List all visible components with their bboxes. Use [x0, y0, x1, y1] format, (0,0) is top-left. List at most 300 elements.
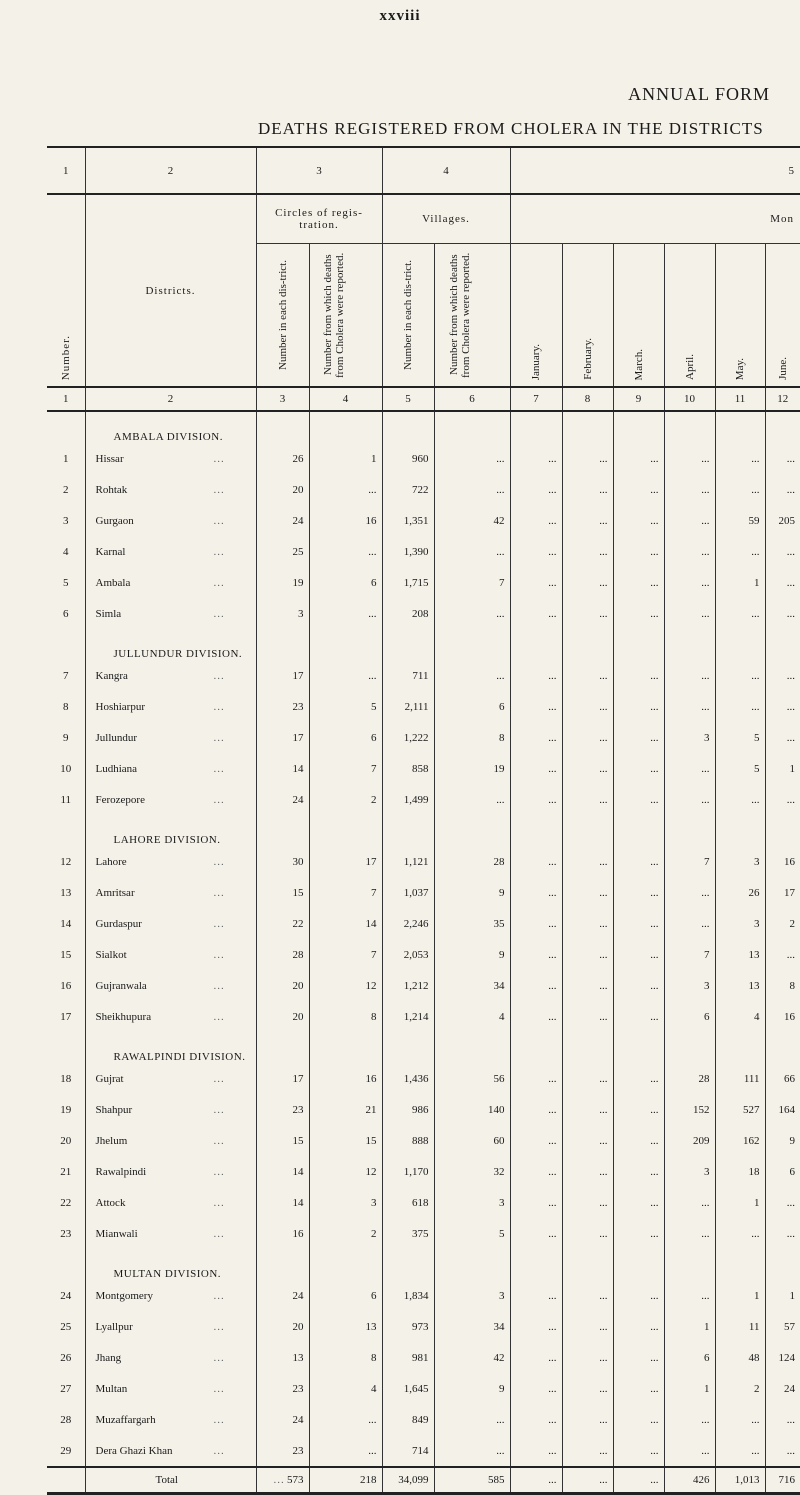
- district-name: Ludhiana: [95, 762, 138, 775]
- row-number: 11: [60, 793, 72, 806]
- cell-c3: 23: [256, 1094, 309, 1125]
- table-row: [47, 753, 800, 784]
- district-name: Shahpur: [95, 1103, 133, 1116]
- cell-jun: 16: [765, 1001, 800, 1032]
- cell-c5: 1,645: [382, 1373, 434, 1404]
- cell-c6: 32: [434, 1156, 510, 1187]
- cell-jan: ...: [510, 1373, 562, 1404]
- district-name: Gujrat: [95, 1072, 124, 1085]
- division-cell: [85, 411, 256, 443]
- cell-c6: ...: [434, 536, 510, 567]
- table-row: [47, 1218, 800, 1249]
- division-blank-cell: [309, 815, 382, 846]
- division-blank-cell: [613, 1032, 664, 1063]
- cell-mar: ...: [613, 1156, 664, 1187]
- cell-jun: ...: [765, 1187, 800, 1218]
- cell-c5: 1,214: [382, 1001, 434, 1032]
- cell-c4: 6: [309, 1280, 382, 1311]
- villages-deaths-header: Number from which deaths from Cholera were reported.: [448, 252, 472, 378]
- total-cell: 1,013: [715, 1467, 765, 1494]
- colnum-top: 4: [382, 147, 510, 194]
- row-number: 8: [63, 700, 69, 713]
- row-number: 27: [60, 1382, 72, 1395]
- cell-may: ...: [715, 1218, 765, 1249]
- cell-c3: 20: [256, 970, 309, 1001]
- cell-c6: ...: [434, 1435, 510, 1467]
- district-name: Amritsar: [95, 886, 135, 899]
- division-blank-cell: [434, 1032, 510, 1063]
- total-cell: 34,099: [382, 1467, 434, 1494]
- table-row: [47, 474, 800, 505]
- district-name: Sheikhupura: [95, 1010, 152, 1023]
- division-blank-cell: [309, 1249, 382, 1280]
- cell-mar: ...: [613, 1404, 664, 1435]
- table-row: [47, 1094, 800, 1125]
- cell-feb: ...: [562, 1311, 613, 1342]
- leader-dots: ...: [213, 948, 225, 961]
- total-cell: 716: [765, 1467, 800, 1494]
- district-cell: [85, 1435, 256, 1467]
- division-blank-cell: [562, 815, 613, 846]
- row-number: 21: [60, 1165, 72, 1178]
- month-header-april: April.: [683, 354, 696, 380]
- cell-c4: 16: [309, 505, 382, 536]
- district-name: Muzaffargarh: [95, 1413, 156, 1426]
- cell-c4: ...: [309, 1404, 382, 1435]
- total-cell: ...: [562, 1467, 613, 1494]
- row-number: 13: [60, 886, 72, 899]
- row-number: 6: [63, 607, 69, 620]
- row-number: 4: [63, 545, 69, 558]
- cell-c4: 7: [309, 753, 382, 784]
- cell-c4: 16: [309, 1063, 382, 1094]
- division-blank-cell: [434, 815, 510, 846]
- colnum: 10: [664, 387, 715, 411]
- division-blank-cell: [765, 629, 800, 660]
- cell-mar: ...: [613, 1094, 664, 1125]
- district-cell: [85, 474, 256, 505]
- cell-may: 48: [715, 1342, 765, 1373]
- cell-jan: ...: [510, 598, 562, 629]
- cell-c4: 6: [309, 722, 382, 753]
- cell-jan: ...: [510, 1218, 562, 1249]
- cell-apr: ...: [664, 505, 715, 536]
- cholera-deaths-table-container: [47, 146, 800, 1495]
- cell-c5: 1,170: [382, 1156, 434, 1187]
- district-name: Montgomery: [95, 1289, 153, 1302]
- cell-jun: 24: [765, 1373, 800, 1404]
- leader-dots: ...: [213, 1413, 225, 1426]
- cell-c3: 16: [256, 1218, 309, 1249]
- cell-feb: ...: [562, 474, 613, 505]
- leader-dots: ...: [213, 886, 225, 899]
- cell-jun: 1: [765, 1280, 800, 1311]
- division-cell: [85, 1249, 256, 1280]
- division-blank-cell: [664, 1249, 715, 1280]
- division-blank-cell: [256, 411, 309, 443]
- table-row: [47, 939, 800, 970]
- cell-feb: ...: [562, 1156, 613, 1187]
- cell-feb: ...: [562, 722, 613, 753]
- cell-apr: ...: [664, 536, 715, 567]
- table-row: [47, 784, 800, 815]
- cell-c3: 23: [256, 691, 309, 722]
- colnum: 6: [434, 387, 510, 411]
- leader-dots: ...: [213, 917, 225, 930]
- cell-c6: 28: [434, 846, 510, 877]
- cell-c4: 14: [309, 908, 382, 939]
- cell-may: 1: [715, 1187, 765, 1218]
- cell-jan: ...: [510, 753, 562, 784]
- table-row: [47, 908, 800, 939]
- row-number: 29: [60, 1444, 72, 1457]
- leader-dots: ...: [213, 669, 225, 682]
- cell-apr: ...: [664, 474, 715, 505]
- cell-c6: 6: [434, 691, 510, 722]
- cell-jan: ...: [510, 691, 562, 722]
- division-blank-cell: [382, 815, 434, 846]
- cell-apr: ...: [664, 567, 715, 598]
- table-row: [47, 567, 800, 598]
- cell-c3: 17: [256, 1063, 309, 1094]
- cell-apr: ...: [664, 1218, 715, 1249]
- cell-c5: 2,246: [382, 908, 434, 939]
- colnum: 12: [765, 387, 800, 411]
- cell-c4: 5: [309, 691, 382, 722]
- cell-feb: ...: [562, 691, 613, 722]
- cell-c5: 714: [382, 1435, 434, 1467]
- leader-dots: ...: [213, 1444, 225, 1457]
- cell-may: 13: [715, 939, 765, 970]
- cell-jan: ...: [510, 877, 562, 908]
- cell-mar: ...: [613, 691, 664, 722]
- leader-dots: ...: [213, 1196, 225, 1209]
- district-name: Sialkot: [95, 948, 127, 961]
- cell-c6: 8: [434, 722, 510, 753]
- cell-c4: 15: [309, 1125, 382, 1156]
- cell-may: 26: [715, 877, 765, 908]
- cell-apr: ...: [664, 1280, 715, 1311]
- total-cell: 585: [434, 1467, 510, 1494]
- total-leader-dots: ...: [273, 1474, 285, 1486]
- table-row: [47, 505, 800, 536]
- cell-jan: ...: [510, 660, 562, 691]
- cell-feb: ...: [562, 1125, 613, 1156]
- cell-c4: 4: [309, 1373, 382, 1404]
- leader-dots: ...: [213, 1320, 225, 1333]
- division-blank-cell: [765, 1032, 800, 1063]
- cell-may: 3: [715, 846, 765, 877]
- cell-c5: 618: [382, 1187, 434, 1218]
- villages-group-header: Villages.: [382, 194, 510, 244]
- district-cell: [85, 1125, 256, 1156]
- district-cell: [85, 1404, 256, 1435]
- row-number: 7: [63, 669, 69, 682]
- cell-may: ...: [715, 598, 765, 629]
- table-row: [47, 691, 800, 722]
- district-cell: [85, 1342, 256, 1373]
- cell-mar: ...: [613, 1280, 664, 1311]
- cell-apr: 209: [664, 1125, 715, 1156]
- cell-jun: ...: [765, 1404, 800, 1435]
- division-blank-cell: [434, 1249, 510, 1280]
- cell-c6: 9: [434, 939, 510, 970]
- district-cell: [85, 1094, 256, 1125]
- cell-mar: ...: [613, 1187, 664, 1218]
- colnum-top: 3: [256, 147, 382, 194]
- cell-may: 1: [715, 567, 765, 598]
- cell-may: 2: [715, 1373, 765, 1404]
- division-blank-cell: [434, 411, 510, 443]
- table-row: [47, 970, 800, 1001]
- cell-apr: 7: [664, 939, 715, 970]
- district-name: Kangra: [95, 669, 128, 682]
- table-row: [47, 1373, 800, 1404]
- cell-feb: ...: [562, 1404, 613, 1435]
- division-blank-cell: [382, 1249, 434, 1280]
- division-blank-cell: [613, 411, 664, 443]
- cell-may: 18: [715, 1156, 765, 1187]
- division-spacer: [47, 1032, 85, 1063]
- cell-may: 162: [715, 1125, 765, 1156]
- total-cell: 218: [309, 1467, 382, 1494]
- cell-mar: ...: [613, 1435, 664, 1467]
- cell-apr: 7: [664, 846, 715, 877]
- colnum: 1: [47, 387, 85, 411]
- table-row: [47, 722, 800, 753]
- leader-dots: ...: [213, 855, 225, 868]
- cell-mar: ...: [613, 598, 664, 629]
- district-cell: [85, 536, 256, 567]
- cell-jun: 205: [765, 505, 800, 536]
- district-cell: [85, 1156, 256, 1187]
- colnum: 11: [715, 387, 765, 411]
- cell-c6: 56: [434, 1063, 510, 1094]
- leader-dots: ...: [213, 700, 225, 713]
- cell-feb: ...: [562, 784, 613, 815]
- division-spacer: [47, 629, 85, 660]
- cell-may: ...: [715, 660, 765, 691]
- form-title: ANNUAL FORM: [628, 84, 770, 104]
- cell-jun: 16: [765, 846, 800, 877]
- row-number: 20: [60, 1134, 72, 1147]
- district-cell: [85, 505, 256, 536]
- cell-mar: ...: [613, 1063, 664, 1094]
- row-number: 3: [63, 514, 69, 527]
- district-cell: [85, 443, 256, 474]
- cell-feb: ...: [562, 536, 613, 567]
- table-row: [47, 1187, 800, 1218]
- cell-c5: 858: [382, 753, 434, 784]
- district-cell: [85, 1001, 256, 1032]
- cell-c6: 34: [434, 1311, 510, 1342]
- villages-count-header: Number in each dis-trict.: [402, 260, 414, 370]
- district-name: Multan: [95, 1382, 128, 1395]
- district-name: Gujranwala: [95, 979, 147, 992]
- cell-feb: ...: [562, 1094, 613, 1125]
- cell-feb: ...: [562, 505, 613, 536]
- division-title: JULLUNDUR DIVISION.: [113, 648, 243, 660]
- colnum: 3: [256, 387, 309, 411]
- division-blank-cell: [309, 629, 382, 660]
- cell-c5: 1,222: [382, 722, 434, 753]
- cell-apr: ...: [664, 877, 715, 908]
- document-title: DEATHS REGISTERED FROM CHOLERA IN THE DISTRICTS: [258, 119, 764, 138]
- leader-dots: ...: [213, 545, 225, 558]
- circles-deaths-header: Number from which deaths from Cholera were reported.: [321, 252, 346, 378]
- cell-may: ...: [715, 1435, 765, 1467]
- leader-dots: ...: [213, 762, 225, 775]
- district-name: Rawalpindi: [95, 1165, 147, 1178]
- cell-c3: 20: [256, 1001, 309, 1032]
- cell-may: 527: [715, 1094, 765, 1125]
- division-blank-cell: [382, 629, 434, 660]
- cell-jan: ...: [510, 1280, 562, 1311]
- cell-mar: ...: [613, 505, 664, 536]
- district-cell: [85, 1373, 256, 1404]
- cell-feb: ...: [562, 1373, 613, 1404]
- cell-c3: 20: [256, 1311, 309, 1342]
- cell-c6: ...: [434, 474, 510, 505]
- cell-mar: ...: [613, 970, 664, 1001]
- cell-c3: 15: [256, 1125, 309, 1156]
- table-row: [47, 1404, 800, 1435]
- district-name: Karnal: [95, 545, 126, 558]
- row-number: 25: [60, 1320, 72, 1333]
- total-cell: 426: [664, 1467, 715, 1494]
- cell-jun: ...: [765, 536, 800, 567]
- cell-jan: ...: [510, 1311, 562, 1342]
- row-number: 23: [60, 1227, 72, 1240]
- cell-jun: 66: [765, 1063, 800, 1094]
- cell-apr: ...: [664, 1435, 715, 1467]
- group-header-row: [47, 194, 800, 244]
- district-cell: [85, 908, 256, 939]
- cell-c5: 888: [382, 1125, 434, 1156]
- circles-count-header: Number in each dis-trict.: [276, 260, 289, 370]
- leader-dots: ...: [213, 731, 225, 744]
- table-row: [47, 1280, 800, 1311]
- cell-may: ...: [715, 536, 765, 567]
- row-number: 17: [60, 1010, 72, 1023]
- leader-dots: ...: [213, 1134, 225, 1147]
- division-title: MULTAN DIVISION.: [113, 1268, 222, 1280]
- cell-c5: 722: [382, 474, 434, 505]
- row-number: 5: [63, 576, 69, 589]
- district-cell: [85, 691, 256, 722]
- division-blank-cell: [765, 1249, 800, 1280]
- leader-dots: ...: [213, 1072, 225, 1085]
- division-cell: [85, 1032, 256, 1063]
- cell-jun: 17: [765, 877, 800, 908]
- district-name: Lahore: [95, 855, 127, 868]
- cell-c6: 60: [434, 1125, 510, 1156]
- cell-c6: 19: [434, 753, 510, 784]
- cell-may: 59: [715, 505, 765, 536]
- column-number-row-top: [47, 147, 800, 194]
- division-blank-cell: [613, 629, 664, 660]
- row-number: 15: [60, 948, 72, 961]
- leader-dots: ...: [213, 1289, 225, 1302]
- cell-mar: ...: [613, 939, 664, 970]
- cell-mar: ...: [613, 846, 664, 877]
- cell-c4: 6: [309, 567, 382, 598]
- row-number: 10: [60, 762, 72, 775]
- cell-c6: 9: [434, 877, 510, 908]
- division-blank-cell: [256, 1249, 309, 1280]
- leader-dots: ...: [213, 979, 225, 992]
- table-row: [47, 1435, 800, 1467]
- cell-feb: ...: [562, 443, 613, 474]
- division-row: [47, 1032, 800, 1063]
- leader-dots: ...: [213, 607, 225, 620]
- cell-c4: ...: [309, 1435, 382, 1467]
- district-name: Gurdaspur: [95, 917, 142, 930]
- cell-c4: 2: [309, 1218, 382, 1249]
- row-number: 1: [63, 452, 69, 465]
- cell-apr: ...: [664, 691, 715, 722]
- table-row: [47, 1311, 800, 1342]
- division-blank-cell: [715, 1249, 765, 1280]
- division-row: [47, 411, 800, 443]
- division-blank-cell: [256, 629, 309, 660]
- leader-dots: ...: [213, 452, 225, 465]
- districts-header: Districts.: [85, 194, 256, 387]
- cell-may: ...: [715, 691, 765, 722]
- cell-mar: ...: [613, 877, 664, 908]
- cell-c5: 973: [382, 1311, 434, 1342]
- division-blank-cell: [664, 629, 715, 660]
- leader-dots: ...: [213, 514, 225, 527]
- cell-jun: ...: [765, 1218, 800, 1249]
- district-name: Ambala: [95, 576, 131, 589]
- cell-mar: ...: [613, 1001, 664, 1032]
- cell-mar: ...: [613, 536, 664, 567]
- table-row: [47, 598, 800, 629]
- cell-feb: ...: [562, 1435, 613, 1467]
- cell-c4: ...: [309, 598, 382, 629]
- cell-apr: ...: [664, 660, 715, 691]
- cell-c6: 5: [434, 1218, 510, 1249]
- cell-c6: ...: [434, 1404, 510, 1435]
- cell-c3: 24: [256, 505, 309, 536]
- colnum-top: 5: [510, 147, 800, 194]
- cell-may: ...: [715, 443, 765, 474]
- cell-jan: ...: [510, 722, 562, 753]
- district-name: Hissar: [95, 452, 124, 465]
- leader-dots: ...: [213, 1103, 225, 1116]
- cell-may: 3: [715, 908, 765, 939]
- cell-c4: ...: [309, 474, 382, 505]
- cell-feb: ...: [562, 1218, 613, 1249]
- cell-jun: ...: [765, 474, 800, 505]
- cell-jan: ...: [510, 567, 562, 598]
- cell-mar: ...: [613, 443, 664, 474]
- cell-jan: ...: [510, 1094, 562, 1125]
- month-header-january: January.: [530, 343, 542, 380]
- leader-dots: ...: [213, 793, 225, 806]
- division-blank-cell: [510, 629, 562, 660]
- division-row: [47, 629, 800, 660]
- cell-may: 5: [715, 753, 765, 784]
- cell-c5: 2,111: [382, 691, 434, 722]
- cell-feb: ...: [562, 846, 613, 877]
- cell-c5: 2,053: [382, 939, 434, 970]
- district-name: Jhang: [95, 1351, 122, 1364]
- table-row: [47, 1063, 800, 1094]
- leader-dots: ...: [213, 1165, 225, 1178]
- row-number: 18: [60, 1072, 72, 1085]
